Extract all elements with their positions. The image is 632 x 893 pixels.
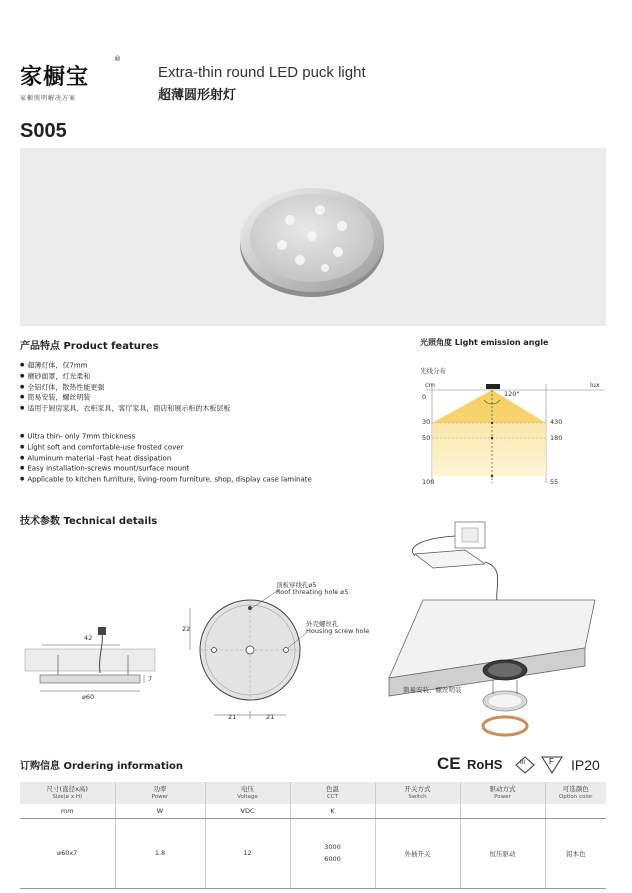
header-en: Voltage [237, 794, 258, 800]
product-photo [20, 148, 606, 326]
feature-item: ● 简易安装，螺丝明装 [20, 392, 230, 403]
unit-cell [460, 804, 545, 818]
screw-hole-label-cn: 外壳螺丝孔 [306, 620, 339, 628]
left-tick: 100 [422, 478, 435, 486]
feature-item: ● Ultra thin- only 7mm thickness [20, 431, 312, 442]
left-tick: 50 [422, 434, 431, 442]
unit-cell [545, 804, 606, 818]
feature-item: ● 磨砂面罩，灯光柔和 [20, 371, 230, 382]
light-distribution-diagram [420, 378, 610, 493]
table-header-cell [290, 782, 375, 804]
class-iii-icon [515, 756, 535, 774]
table-header-cell [375, 782, 460, 804]
header-cn: 开关方式 [404, 785, 431, 793]
feature-item: ● Aluminum material -Fast heat dissipation [20, 453, 312, 464]
left-tick: 0 [422, 393, 427, 401]
ce-mark: CE [437, 754, 461, 773]
unit-cell: K [290, 804, 375, 818]
table-unit-row [20, 804, 606, 818]
feature-item: ● Easy installation-screws mount/surface mount [20, 463, 312, 474]
header-en: Switch [408, 794, 427, 800]
screw-hole-label-en: Housing screw hole [306, 627, 370, 635]
technical-heading: 技术参数 Technical details [20, 516, 158, 527]
table-header-cell [460, 782, 545, 804]
ordering-heading: 订购信息 Ordering information [20, 761, 184, 772]
logo-text: 家橱宝 [20, 64, 90, 90]
header-en: Size(⌀ x H) [52, 794, 83, 800]
value-cell: 外插开关 [375, 818, 460, 888]
right-unit: lux [590, 381, 600, 389]
feature-item: ● Applicable to kitchen furniture, living-room furniture, shop, display case laminate [20, 474, 312, 485]
product-title-cn: 超薄圆形射灯 [158, 88, 237, 103]
value-cell: 铝本色 [545, 818, 606, 888]
ip-rating: IP20 [571, 757, 600, 773]
header-cn: 电压 [241, 785, 254, 793]
value-cell: 12 [205, 818, 290, 888]
side-mount-drawing [20, 625, 160, 705]
header-cn: 功率 [153, 785, 167, 793]
value-cell: 3000 6000 [290, 818, 375, 888]
features-list-cn [20, 360, 230, 414]
table-header-cell [20, 782, 115, 804]
class-iii-label: III [520, 760, 526, 766]
beam-angle-label: 120° [504, 390, 520, 398]
feature-item: ● Light soft and comfortable-use frosted cover [20, 442, 312, 453]
logo-tagline: 家橱照明解决方案 [20, 95, 77, 102]
dim-diameter-60: ⌀60 [82, 693, 95, 701]
table-header-cell [545, 782, 606, 804]
unit-cell: W [115, 804, 205, 818]
table-row [20, 818, 606, 888]
header-cn: 可选颜色 [562, 785, 589, 793]
brand-logo [20, 60, 130, 100]
value-cell: 1.8 [115, 818, 205, 888]
dim-height-7: 7 [148, 675, 153, 683]
table-header-cell [205, 782, 290, 804]
unit-cell: mm [20, 804, 115, 818]
header-en: Power [494, 794, 511, 800]
dim-22: 22 [182, 625, 191, 633]
f-mark-icon [541, 756, 563, 774]
header-cn: 色温 [326, 785, 339, 793]
right-tick: 180 [550, 434, 563, 442]
table-header-cell [115, 782, 205, 804]
feature-item: ● 适用于厨房家具，衣柜家具，客厅家具，商店和展示柜的木板层板 [20, 403, 230, 414]
header-en: Option color [558, 794, 593, 800]
left-unit: cm [425, 381, 435, 389]
installation-diagram [385, 518, 610, 743]
install-note: 简易安装，螺丝明装 [403, 686, 462, 694]
angle-heading: 光照角度 Light emission angle [420, 338, 549, 347]
features-list-en [20, 431, 312, 485]
dim-21-right: 21 [266, 713, 275, 721]
rohs-mark: RoHS [467, 757, 503, 772]
unit-cell: VDC [205, 804, 290, 818]
puck-light-image [20, 148, 606, 326]
header-cn: 驱动方式 [489, 785, 516, 793]
angle-subtitle: 光线分布 [420, 367, 446, 375]
roof-hole-label-en: Roof threating hole ⌀5 [276, 588, 349, 596]
value-cell: ⌀60x7 [20, 818, 115, 888]
header-en: Power [151, 794, 169, 800]
f-mark-label: F [549, 757, 554, 766]
dim-width-42: 42 [84, 634, 93, 642]
left-tick: 30 [422, 418, 431, 426]
roof-hole-label-cn: 顶板穿线孔⌀5 [276, 581, 317, 589]
value-cell: 恒压驱动 [460, 818, 545, 888]
dim-21-left: 21 [228, 713, 237, 721]
right-tick: 55 [550, 478, 559, 486]
product-title-en: Extra-thin round LED puck light [158, 64, 366, 81]
ordering-table [20, 782, 606, 889]
header-cn: 尺寸(直径x高) [46, 785, 88, 793]
unit-cell [375, 804, 460, 818]
features-heading: 产品特点 Product features [20, 341, 159, 352]
model-number: S005 [20, 120, 67, 142]
registered-mark: ® [114, 55, 121, 63]
feature-item: ● 超薄灯体，仅7mm [20, 360, 230, 371]
right-tick: 430 [550, 418, 563, 426]
table-header-row [20, 782, 606, 804]
feature-item: ● 全铝灯体，散热性能更强 [20, 382, 230, 393]
top-view-drawing [180, 581, 380, 725]
header-en: CCT [326, 794, 339, 800]
